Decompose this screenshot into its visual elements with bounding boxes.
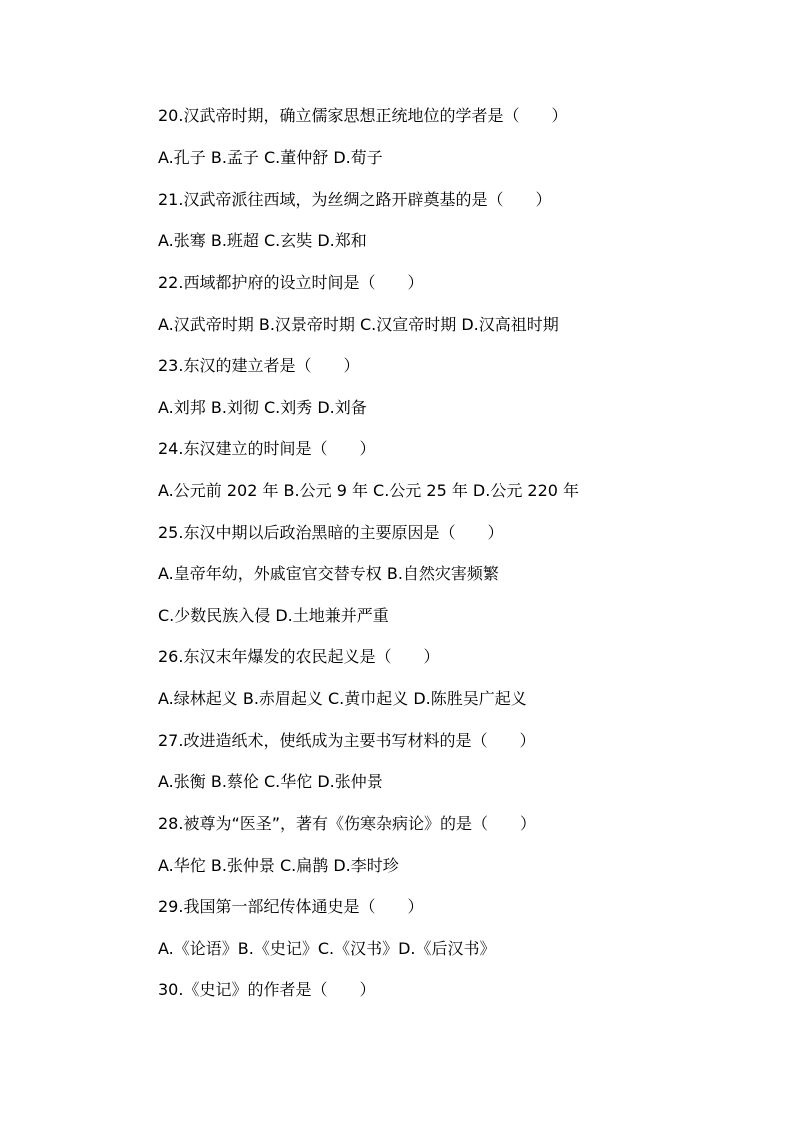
- question-30: 30.《史记》的作者是（ ）: [158, 980, 376, 999]
- question-22: 22.西域都护府的设立时间是（ ）: [158, 273, 424, 292]
- question-21: 21.汉武帝派往西域，为丝绸之路开辟奠基的是（ ）: [158, 190, 552, 209]
- options-24: A.公元前 202 年 B.公元 9 年 C.公元 25 年 D.公元 220 年: [158, 481, 580, 500]
- question-28: 28.被尊为“医圣”，著有《伤寒杂病论》的是（ ）: [158, 814, 537, 833]
- question-23: 23.东汉的建立者是（ ）: [158, 356, 360, 375]
- question-26: 26.东汉末年爆发的农民起义是（ ）: [158, 647, 440, 666]
- options-23: A.刘邦 B.刘彻 C.刘秀 D.刘备: [158, 398, 367, 417]
- options-26: A.绿林起义 B.赤眉起义 C.黄巾起义 D.陈胜吴广起义: [158, 689, 527, 708]
- options-29: A.《论语》B.《史记》C.《汉书》D.《后汉书》: [158, 939, 496, 958]
- options-20: A.孔子 B.孟子 C.董仲舒 D.荀子: [158, 148, 383, 167]
- question-24: 24.东汉建立的时间是（ ）: [158, 439, 376, 458]
- options-28: A.华佗 B.张仲景 C.扁鹊 D.李时珍: [158, 856, 399, 875]
- options-21: A.张骞 B.班超 C.玄奘 D.郑和: [158, 231, 367, 250]
- question-27: 27.改进造纸术，使纸成为主要书写材料的是（ ）: [158, 731, 536, 750]
- question-29: 29.我国第一部纪传体通史是（ ）: [158, 897, 424, 916]
- options-25-line-1: A.皇帝年幼，外戚宦官交替专权 B.自然灾害频繁: [158, 564, 499, 583]
- options-27: A.张衡 B.蔡伦 C.华佗 D.张仲景: [158, 772, 383, 791]
- options-25-line-2: C.少数民族入侵 D.土地兼并严重: [158, 606, 389, 625]
- options-22: A.汉武帝时期 B.汉景帝时期 C.汉宣帝时期 D.汉高祖时期: [158, 315, 559, 334]
- question-25: 25.东汉中期以后政治黑暗的主要原因是（ ）: [158, 523, 504, 542]
- question-20: 20.汉武帝时期，确立儒家思想正统地位的学者是（ ）: [158, 106, 568, 125]
